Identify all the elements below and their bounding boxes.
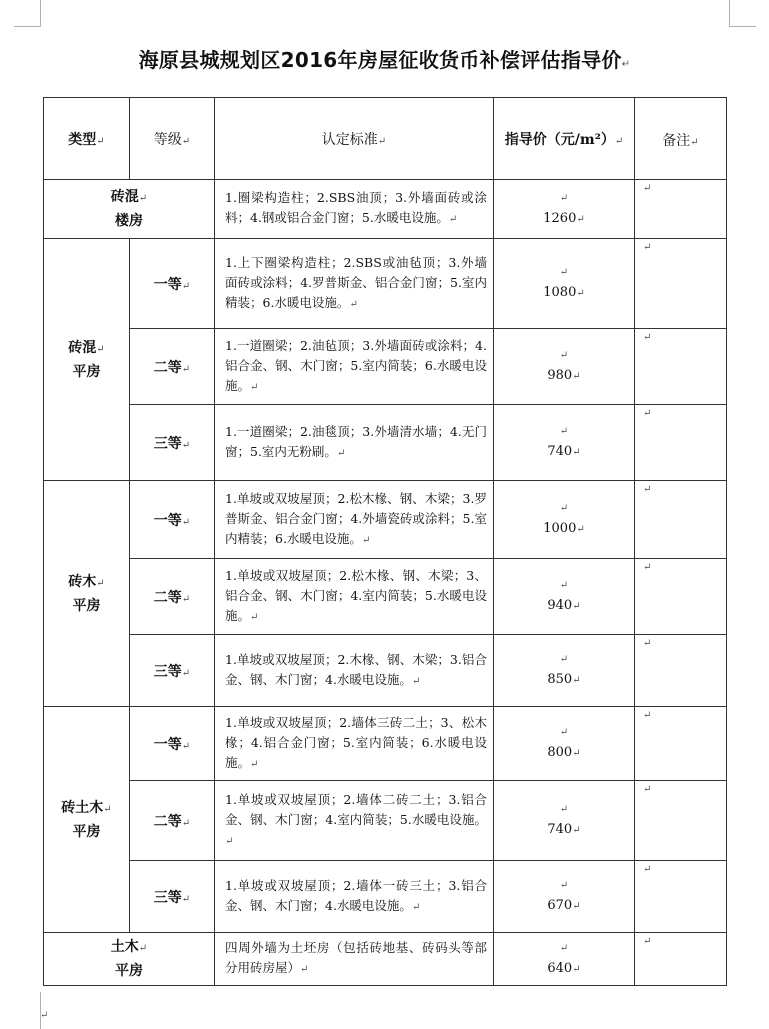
price-cell xyxy=(494,405,635,481)
paragraph-mark-icon: ↵ xyxy=(349,298,358,310)
grade-label: 三等 xyxy=(153,663,182,680)
standard-text: 1.单坡或双坡屋顶；2.木椽、钢、木梁；3.铝合金、钢、木门窗；4.水暖电设施。 xyxy=(225,651,487,687)
type-label: 土木↵ xyxy=(110,939,148,955)
type-label: 平房 xyxy=(72,823,101,840)
paragraph-mark-icon: ↵ xyxy=(96,577,105,589)
paragraph-mark-icon: ↵ xyxy=(559,580,569,591)
note-cell xyxy=(635,781,727,861)
paragraph-mark-icon: ↵ xyxy=(181,439,191,451)
standard-cell xyxy=(215,635,494,707)
type-cell xyxy=(44,933,215,986)
table-row xyxy=(44,239,727,329)
grade-label: 三等 xyxy=(153,889,182,906)
table-row xyxy=(44,933,727,986)
paragraph-mark-icon: ↵ xyxy=(181,893,191,905)
paragraph-mark-icon: ↵ xyxy=(181,817,191,829)
paragraph-mark-icon: ↵ xyxy=(572,601,581,612)
standard-cell xyxy=(215,861,494,933)
price-cell xyxy=(494,781,635,861)
paragraph-mark-icon: ↵ xyxy=(181,280,191,292)
price-cell xyxy=(494,707,635,781)
paragraph-mark-icon: ↵ xyxy=(576,213,585,225)
paragraph-mark-icon: ↵ xyxy=(572,901,581,912)
paragraph-mark-icon: ↵ xyxy=(621,59,631,70)
note-cell xyxy=(635,861,727,933)
paragraph-mark-icon: ↵ xyxy=(643,784,652,795)
paragraph-mark-icon: ↵ xyxy=(411,675,421,687)
table-row xyxy=(44,180,727,239)
grade-cell xyxy=(130,405,215,481)
note-cell xyxy=(635,707,727,781)
paragraph-mark-icon: ↵ xyxy=(559,267,569,278)
standard-cell xyxy=(215,180,494,239)
paragraph-mark-icon: ↵ xyxy=(572,447,581,458)
grade-cell xyxy=(130,559,215,635)
price-table-body xyxy=(44,98,727,986)
price-value: 1080 xyxy=(543,285,577,300)
paragraph-mark-icon: ↵ xyxy=(559,426,569,437)
price-value: 850 xyxy=(547,672,573,687)
paragraph-mark-icon: ↵ xyxy=(181,363,191,375)
crop-mark-top-right-h xyxy=(729,26,756,27)
table-row xyxy=(44,405,727,481)
price-value: 740 xyxy=(547,444,573,459)
standard-text: 四周外墙为土坯房（包括砖地基、砖码头等部分用砖房屋） xyxy=(225,940,487,975)
paragraph-mark-icon: ↵ xyxy=(572,963,581,975)
paragraph-mark-icon: ↵ xyxy=(643,484,652,495)
paragraph-mark-icon: ↵ xyxy=(181,740,191,752)
paragraph-mark-icon: ↵ xyxy=(181,593,191,605)
standard-cell xyxy=(215,781,494,861)
paragraph-mark-icon: ↵ xyxy=(643,408,652,419)
grade-cell xyxy=(130,707,215,781)
note-cell xyxy=(635,405,727,481)
grade-label: 一等 xyxy=(153,276,182,293)
table-row xyxy=(44,781,727,861)
paragraph-mark-icon: ↵ xyxy=(643,710,652,721)
header-price: 指导价（元/m²）↵ xyxy=(494,98,635,180)
paragraph-mark-icon: ↵ xyxy=(643,332,652,343)
page-title xyxy=(0,44,769,73)
table-row xyxy=(44,861,727,933)
crop-mark-top-left-v xyxy=(40,0,41,26)
note-cell xyxy=(635,481,727,559)
price-cell xyxy=(494,559,635,635)
type-cell xyxy=(44,481,130,707)
type-label: 平房 xyxy=(115,963,143,979)
table-row xyxy=(44,635,727,707)
standard-text: 1.单坡或双坡屋顶；2.墙体三砖二土；3、松木椽；4.铝合金门窗；5.室内简装；6.水暖电设施。 xyxy=(225,714,487,770)
paragraph-mark-icon: ↵ xyxy=(576,288,585,299)
note-cell xyxy=(635,933,727,986)
paragraph-mark-icon: ↵ xyxy=(572,748,581,759)
paragraph-mark-icon: ↵ xyxy=(576,524,585,535)
table-row xyxy=(44,481,727,559)
price-cell xyxy=(494,180,635,239)
paragraph-mark-icon: ↵ xyxy=(643,864,652,875)
header-type: 类型↵ xyxy=(44,98,130,180)
note-cell xyxy=(635,180,727,239)
type-label: 平房 xyxy=(72,363,101,380)
header-grade: 等级↵ xyxy=(130,98,215,180)
type-cell xyxy=(44,239,130,481)
paragraph-mark-icon: ↵ xyxy=(250,611,259,623)
price-cell xyxy=(494,861,635,933)
paragraph-mark-icon: ↵ xyxy=(181,516,191,528)
type-label: 砖混↵ xyxy=(110,189,148,205)
paragraph-mark-icon: ↵ xyxy=(559,942,569,954)
paragraph-mark-icon: ↵ xyxy=(559,727,569,738)
note-cell xyxy=(635,329,727,405)
standard-text: 1.单坡或双坡屋顶；2.松木椽、钢、木梁；3.罗普斯金、铝合金门窗；4.外墙瓷砖或涂料；5.室内精装；6.水暖电设施。 xyxy=(225,490,487,546)
price-table xyxy=(43,97,727,986)
end-paragraph-mark: ↵ xyxy=(40,1010,49,1021)
standard-cell xyxy=(215,933,494,986)
paragraph-mark-icon: ↵ xyxy=(643,638,652,649)
price-cell xyxy=(494,481,635,559)
grade-label: 二等 xyxy=(153,813,182,830)
price-value: 940 xyxy=(547,598,573,613)
paragraph-mark-icon: ↵ xyxy=(448,214,458,225)
grade-label: 一等 xyxy=(153,512,182,529)
price-cell xyxy=(494,635,635,707)
grade-label: 三等 xyxy=(153,435,182,452)
header-standard: 认定标准↵ xyxy=(215,98,494,180)
grade-cell xyxy=(130,329,215,405)
price-value: 1000 xyxy=(543,521,577,536)
header-row xyxy=(44,98,727,180)
standard-text: 1.上下圈梁构造柱；2.SBS或油毡顶；3.外墙面砖或涂料；4.罗普斯金、铝合金门窗；5.室内精装；6.水暖电设施。 xyxy=(225,254,487,310)
paragraph-mark-icon: ↵ xyxy=(559,654,569,665)
standard-text: 1.圈梁构造柱；2.SBS油顶；3.外墙面砖或涂料；4.钢或铝合金门窗；5.水暖电设施。 xyxy=(225,190,487,225)
paragraph-mark-icon: ↵ xyxy=(572,675,581,686)
paragraph-mark-icon: ↵ xyxy=(300,964,309,975)
grade-cell xyxy=(130,861,215,933)
standard-cell xyxy=(215,405,494,481)
standard-text: 1.单坡或双坡屋顶；2.松木椽、钢、木梁；3、铝合金、钢、木门窗；4.室内简装；5.水暖电设施。 xyxy=(225,567,487,623)
price-cell xyxy=(494,933,635,986)
crop-mark-top-left-h xyxy=(14,26,41,27)
paragraph-mark-icon: ↵ xyxy=(559,880,569,891)
standard-cell xyxy=(215,329,494,405)
grade-label: 二等 xyxy=(153,359,182,376)
note-cell xyxy=(635,635,727,707)
paragraph-mark-icon: ↵ xyxy=(181,667,191,679)
paragraph-mark-icon: ↵ xyxy=(559,192,569,204)
paragraph-mark-icon: ↵ xyxy=(96,343,105,355)
type-label: 砖混↵ xyxy=(68,339,105,356)
table-row xyxy=(44,329,727,405)
paragraph-mark-icon: ↵ xyxy=(643,242,652,253)
note-cell xyxy=(635,239,727,329)
paragraph-mark-icon: ↵ xyxy=(559,804,569,815)
grade-cell xyxy=(130,239,215,329)
paragraph-mark-icon: ↵ xyxy=(361,534,371,546)
price-value: 670 xyxy=(547,898,573,913)
paragraph-mark-icon: ↵ xyxy=(250,381,259,393)
type-label: 砖木↵ xyxy=(68,573,105,590)
grade-cell xyxy=(130,781,215,861)
standard-text: 1.单坡或双坡屋顶；2.墙体二砖二土；3.铝合金、钢、木门窗；4.室内简装；5.水暖电设施。 xyxy=(225,791,487,827)
standard-text: 1.一道圈梁；2.油毡顶；3.外墙面砖或涂料；4.铝合金、钢、木门窗；5.室内简装；6.水暖电设施。 xyxy=(225,337,487,393)
standard-cell xyxy=(215,239,494,329)
paragraph-mark-icon: ↵ xyxy=(643,183,652,194)
type-cell xyxy=(44,180,215,239)
price-value: 1260 xyxy=(543,210,577,226)
price-value: 640 xyxy=(547,960,573,976)
price-cell xyxy=(494,329,635,405)
paragraph-mark-icon: ↵ xyxy=(411,901,421,913)
paragraph-mark-icon: ↵ xyxy=(643,562,652,573)
standard-text: 1.一道圈梁；2.油毯顶；3.外墙清水墙；4.无门窗；5.室内无粉刷。 xyxy=(225,423,487,459)
standard-text: 1.单坡或双坡屋顶；2.墙体一砖三土；3.铝合金、钢、木门窗；4.水暖电设施。 xyxy=(225,877,487,913)
grade-label: 二等 xyxy=(153,589,182,606)
header-note: 备注↵ xyxy=(635,98,727,180)
page-title-text: 海原县城规划区2016年房屋征收货币补偿评估指导价 xyxy=(138,48,622,72)
price-value: 800 xyxy=(547,745,573,760)
grade-cell xyxy=(130,481,215,559)
paragraph-mark-icon: ↵ xyxy=(225,835,234,847)
type-label: 楼房 xyxy=(115,213,143,229)
table-row xyxy=(44,707,727,781)
type-label: 平房 xyxy=(72,597,101,614)
price-value: 740 xyxy=(547,822,573,837)
paragraph-mark-icon: ↵ xyxy=(250,758,259,770)
standard-cell xyxy=(215,559,494,635)
note-cell xyxy=(635,559,727,635)
paragraph-mark-icon: ↵ xyxy=(643,936,652,947)
paragraph-mark-icon: ↵ xyxy=(559,350,569,361)
paragraph-mark-icon: ↵ xyxy=(138,193,148,204)
paragraph-mark-icon: ↵ xyxy=(572,825,581,836)
table-row xyxy=(44,559,727,635)
paragraph-mark-icon: ↵ xyxy=(336,447,346,459)
paragraph-mark-icon: ↵ xyxy=(559,503,569,514)
type-label: 砖土木↵ xyxy=(61,799,112,816)
grade-label: 一等 xyxy=(153,736,182,753)
crop-mark-top-right-v xyxy=(729,0,730,26)
grade-cell xyxy=(130,635,215,707)
paragraph-mark-icon: ↵ xyxy=(103,803,112,815)
type-cell xyxy=(44,707,130,933)
standard-cell xyxy=(215,707,494,781)
paragraph-mark-icon: ↵ xyxy=(138,943,148,954)
standard-cell xyxy=(215,481,494,559)
paragraph-mark-icon: ↵ xyxy=(572,371,581,382)
price-cell xyxy=(494,239,635,329)
price-value: 980 xyxy=(547,368,573,383)
